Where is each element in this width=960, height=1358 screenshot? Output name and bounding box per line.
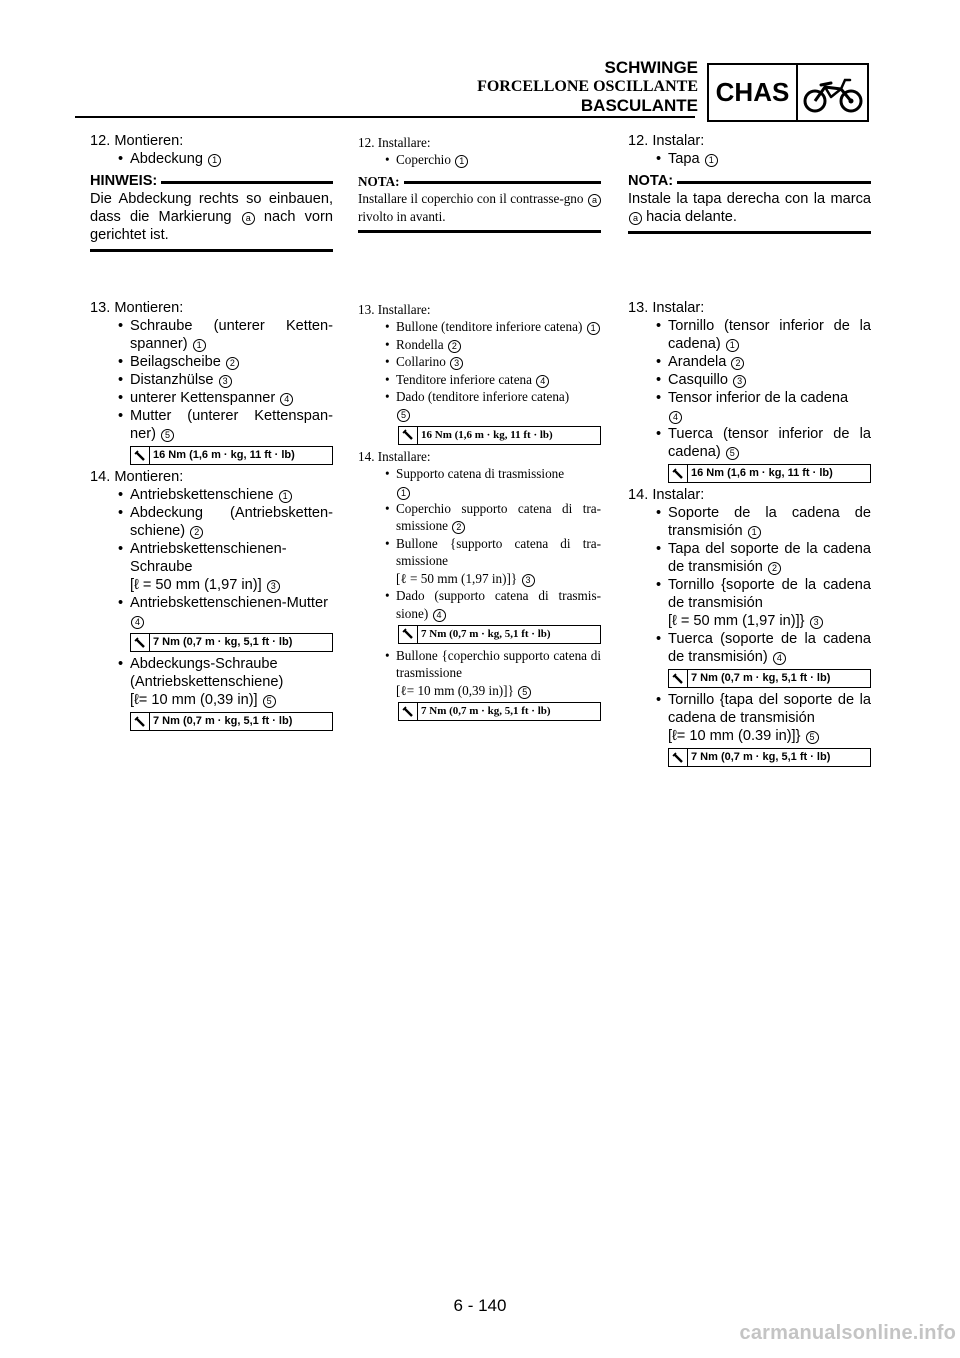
wrench-icon <box>131 447 150 464</box>
list-item: • Abdeckung 1 <box>90 150 333 168</box>
list-item: • Dado (tenditore inferiore catena) 5 <box>385 389 570 421</box>
note-box: NOTA: Instale la tapa derecha con la marca a hacia delante. <box>628 172 871 234</box>
list-item: • Tornillo (tensor inferior de la cadena) 1 <box>656 318 871 352</box>
note-label: NOTA: <box>358 173 400 189</box>
torque-spec: 16 Nm (1,6 m · kg, 11 ft · lb) <box>668 464 871 483</box>
list-item: • Bullone (tenditore inferiore catena) 1 <box>358 318 601 335</box>
callout-a: a <box>242 212 255 225</box>
section-title-de: SCHWINGE <box>604 58 698 77</box>
list-item: • Tenditore inferiore catena 4 <box>358 371 601 388</box>
step-14-title: 14. Montieren: <box>90 469 184 485</box>
list-item: • Tornillo {tapa del soporte de la cadena de transmisión [ℓ= 10 mm (0.39 in)]} 5 <box>656 692 871 744</box>
step-12-title: 12. Installare: <box>358 135 431 150</box>
column-it <box>358 134 601 233</box>
list-item: • Casquillo 3 <box>628 371 871 389</box>
torque-spec: 7 Nm (0,7 m · kg, 5,1 ft · lb) <box>668 669 871 688</box>
list-item: • Coperchio 1 <box>358 151 601 168</box>
list-item: • Dado (supporto catena di trasmis-sione) 4 <box>385 588 601 621</box>
torque-spec: 7 Nm (0,7 m · kg, 5,1 ft · lb) <box>398 625 601 644</box>
column-de <box>90 132 333 252</box>
torque-spec: 7 Nm (0,7 m · kg, 5,1 ft · lb) <box>398 702 601 721</box>
list-item: • unterer Kettenspanner 4 <box>90 389 333 407</box>
torque-spec: 7 Nm (0,7 m · kg, 5,1 ft · lb) <box>668 748 871 767</box>
list-item: • Tapa del soporte de la cadena de transmisión 2 <box>656 541 871 575</box>
section-title-it: FORCELLONE OSCILLANTE <box>477 78 698 95</box>
column-it-steps <box>358 301 601 724</box>
wrench-icon <box>131 713 150 730</box>
torque-spec: 16 Nm (1,6 m · kg, 11 ft · lb) <box>130 446 333 465</box>
torque-spec: 7 Nm (0,7 m · kg, 5,1 ft · lb) <box>130 633 333 652</box>
step-13-title: 13. Installare: <box>358 302 431 317</box>
list-item: • Tuerca (soporte de la cadena de transmisión) 4 <box>656 631 871 665</box>
step-12-title: 12. Instalar: <box>628 133 705 149</box>
note-label: HINWEIS: <box>90 173 158 189</box>
list-item: • Antriebskettenschiene 1 <box>90 486 333 504</box>
wrench-icon <box>669 465 688 482</box>
list-item: • Antriebskettenschienen-Schraube [ℓ = 50 mm (1,97 in)] 3 <box>118 541 287 593</box>
step-13-title: 13. Instalar: <box>628 300 705 316</box>
list-item: • Soporte de la cadena de transmisión 1 <box>656 505 871 539</box>
chapter-badge-label: CHAS <box>709 65 798 120</box>
chapter-badge <box>707 63 869 122</box>
list-item: • Abdeckungs-Schraube (Antriebskettenschiene) [ℓ= 10 mm (0,39 in)] 5 <box>118 656 284 708</box>
motorcycle-icon <box>798 65 867 120</box>
list-item: • Abdeckung (Antriebsketten-schiene) 2 <box>118 505 333 539</box>
list-item: • Tuerca (tensor inferior de la cadena) 5 <box>656 426 871 460</box>
column-es <box>628 132 871 234</box>
wrench-icon <box>669 749 688 766</box>
note-box: NOTA: Installare il coperchio con il contrasse-gno a rivolto in avanti. <box>358 173 601 233</box>
list-item: • Rondella 2 <box>358 336 601 353</box>
list-item: • Tornillo {soporte de la cadena de transmisión [ℓ = 50 mm (1,97 in)]} 3 <box>656 577 871 629</box>
list-item: • Collarino 3 <box>358 353 601 370</box>
wrench-icon <box>399 427 418 444</box>
column-es-steps <box>628 299 871 770</box>
torque-spec: 7 Nm (0,7 m · kg, 5,1 ft · lb) <box>130 712 333 731</box>
callout-1: 1 <box>208 154 221 167</box>
list-item: • Arandela 2 <box>628 353 871 371</box>
header-rule <box>75 116 695 118</box>
step-14-title: 14. Instalar: <box>628 487 705 503</box>
list-item: • Antriebskettenschienen-Mutter 4 <box>118 595 328 627</box>
watermark: carmanualsonline.info <box>739 1322 956 1344</box>
section-title-block <box>477 58 698 115</box>
note-label: NOTA: <box>628 173 674 189</box>
wrench-icon <box>131 634 150 651</box>
list-item: • Beilagscheibe 2 <box>90 353 333 371</box>
wrench-icon <box>399 703 418 720</box>
list-item: • Mutter (unterer Kettenspan-ner) 5 <box>118 408 333 442</box>
step-14-title: 14. Installare: <box>358 448 431 464</box>
torque-spec: 16 Nm (1,6 m · kg, 11 ft · lb) <box>398 426 601 445</box>
list-item: • Tensor inferior de la cadena 4 <box>656 390 849 422</box>
section-title-es: BASCULANTE <box>580 96 698 115</box>
wrench-icon <box>669 670 688 687</box>
page-number: 6 - 140 <box>453 1296 507 1315</box>
step-12-title: 12. Montieren: <box>90 133 184 149</box>
step-13-title: 13. Montieren: <box>90 300 184 316</box>
list-item: • Supporto catena di trasmissione 1 <box>385 466 565 498</box>
list-item: • Bullone {supporto catena di tra-smissione [ℓ = 50 mm (1,97 in)]} 3 <box>385 535 601 586</box>
note-box: HINWEIS: Die Abdeckung rechts so einbauen, dass die Markierung a nach vorn gerichtet ist. <box>90 172 333 252</box>
list-item: • Bullone {coperchio supporto catena di trasmissione [ℓ= 10 mm (0,39 in)]} 5 <box>385 647 601 698</box>
list-item: • Tapa 1 <box>628 150 871 168</box>
list-item: • Distanzhülse 3 <box>90 371 333 389</box>
column-de-steps <box>90 299 333 734</box>
wrench-icon <box>399 626 418 643</box>
length-symbol: ℓ <box>134 577 139 593</box>
list-item: • Coperchio supporto catena di tra-smissione 2 <box>385 501 601 534</box>
list-item: • Schraube (unterer Ketten-spanner) 1 <box>118 318 333 352</box>
